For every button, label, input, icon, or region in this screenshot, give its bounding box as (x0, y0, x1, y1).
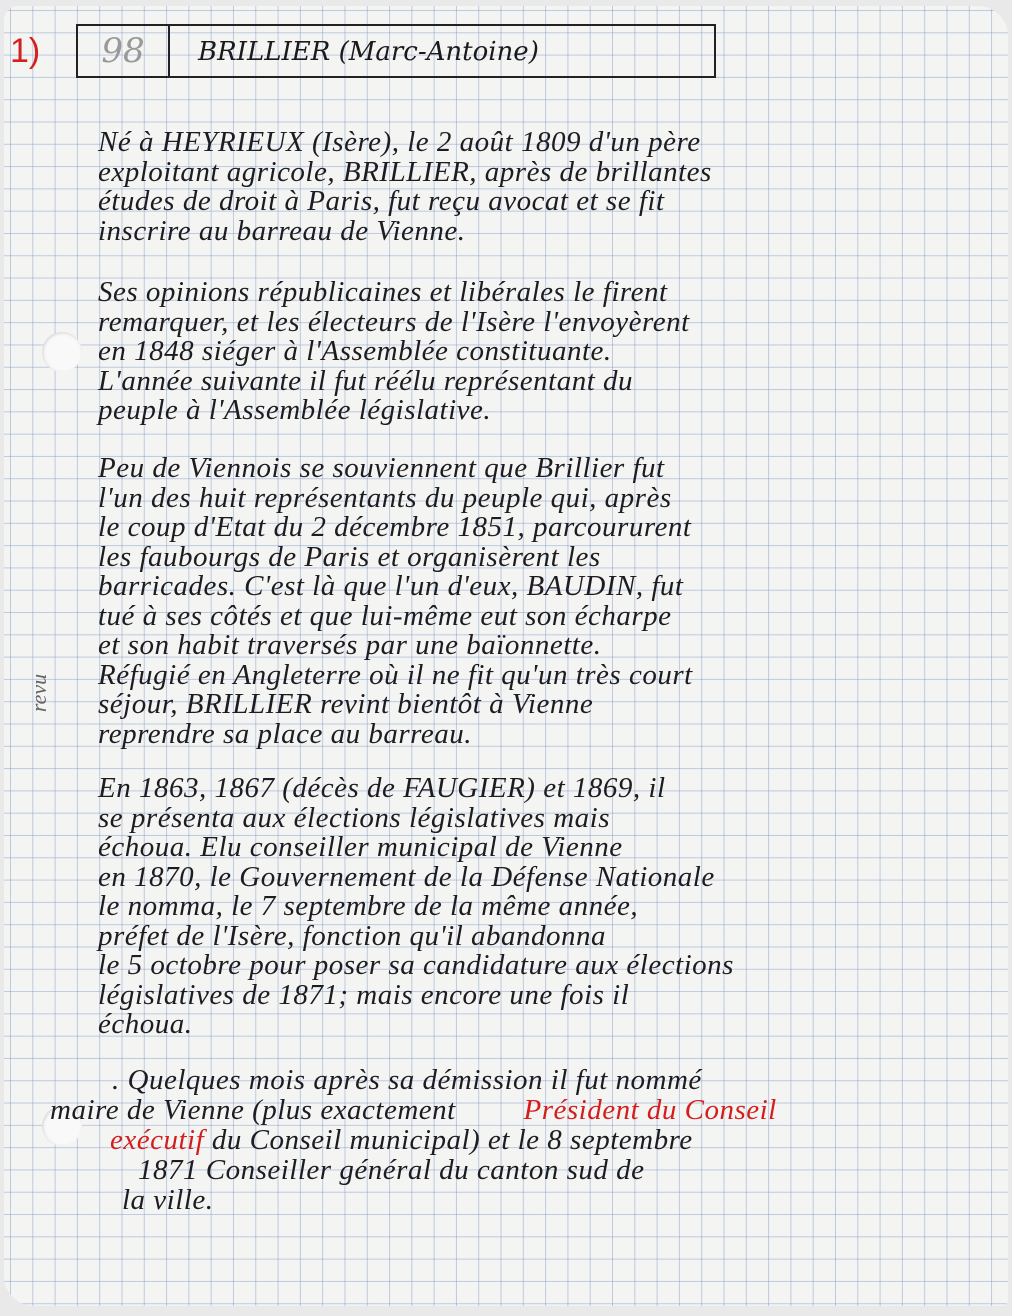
text-line: se présenta aux élections législatives mais (98, 801, 610, 834)
text-line: le nomma, le 7 septembre de la même année, (98, 890, 639, 922)
text-line: inscrire au barreau de Vienne. (98, 214, 466, 247)
text-line: échoua. Elu conseiller municipal de Vienne (98, 831, 623, 863)
margin-note: revu (26, 673, 52, 713)
text-line: et son habit traversés par une baïonnette. (98, 629, 602, 661)
red-item-marker: 1) (10, 32, 41, 70)
text-line: les faubourgs de Paris et organisèrent les (98, 540, 601, 573)
text-line: le 5 octobre pour poser sa candidature aux élections (98, 949, 734, 981)
text-line: Né à HEYRIEUX (Isère), le 2 août 1809 d'un père (98, 126, 701, 158)
text-line: législatives de 1871; mais encore une fois il (98, 978, 630, 1011)
title-box (76, 24, 716, 78)
text-line: reprendre sa place au barreau. (98, 717, 472, 750)
text-line: échoua. (98, 1008, 193, 1040)
text-line: remarquer, et les électeurs de l'Isère l'envoyèrent (98, 305, 690, 338)
red-text-segment: exécutif (110, 1124, 205, 1156)
text-line: Ses opinions républicaines et libérales le firent (98, 276, 668, 308)
text-line: L'année suivante il fut réélu représentant du (98, 364, 634, 397)
text-line: préfet de l'Isère, fonction qu'il abandonna (98, 919, 607, 952)
text-segment: du Conseil municipal) et le 8 septembre (204, 1124, 693, 1156)
text-line: l'un des huit représentants du peuple qui, après (98, 481, 672, 514)
text-line: . Quelques mois après sa démission il fut nommé (112, 1064, 702, 1096)
punch-hole (42, 332, 82, 372)
text-line: Peu de Viennois se souviennent que Brillier fut (98, 452, 665, 484)
text-line: tué à ses côtés et que lui-même eut son écharpe (98, 599, 672, 632)
text-line: Réfugié en Angleterre où il ne fit qu'un très court (98, 658, 693, 691)
text-line (50, 1094, 777, 1127)
text-line: 1871 Conseiller général du canton sud de (138, 1154, 645, 1186)
text-line: peuple à l'Assemblée législative. (98, 394, 492, 426)
text-line: le coup d'Etat du 2 décembre 1851, parcoururent (98, 511, 692, 543)
text-line: en 1848 siéger à l'Assemblée constituante. (98, 335, 612, 367)
text-line: exploitant agricole, BRILLIER, après de brillantes (98, 155, 712, 188)
person-name: BRILLIER (Marc-Antoine) (198, 37, 539, 67)
record-number: 98 (78, 26, 170, 76)
text-line: barricades. C'est là que l'un d'eux, BAUDIN, fut (98, 570, 684, 602)
text-line: en 1870, le Gouvernement de la Défense Nationale (98, 860, 715, 893)
text-segment: maire de Vienne (plus exactement (50, 1094, 464, 1126)
red-text-segment: Président du Conseil (523, 1094, 777, 1126)
text-line (110, 1124, 693, 1157)
text-line: études de droit à Paris, fut reçu avocat et se fit (98, 185, 665, 217)
text-line: En 1863, 1867 (décès de FAUGIER) et 1869, il (98, 772, 666, 804)
text-line: séjour, BRILLIER revint bientôt à Vienne (98, 688, 594, 720)
text-line: la ville. (122, 1184, 214, 1216)
